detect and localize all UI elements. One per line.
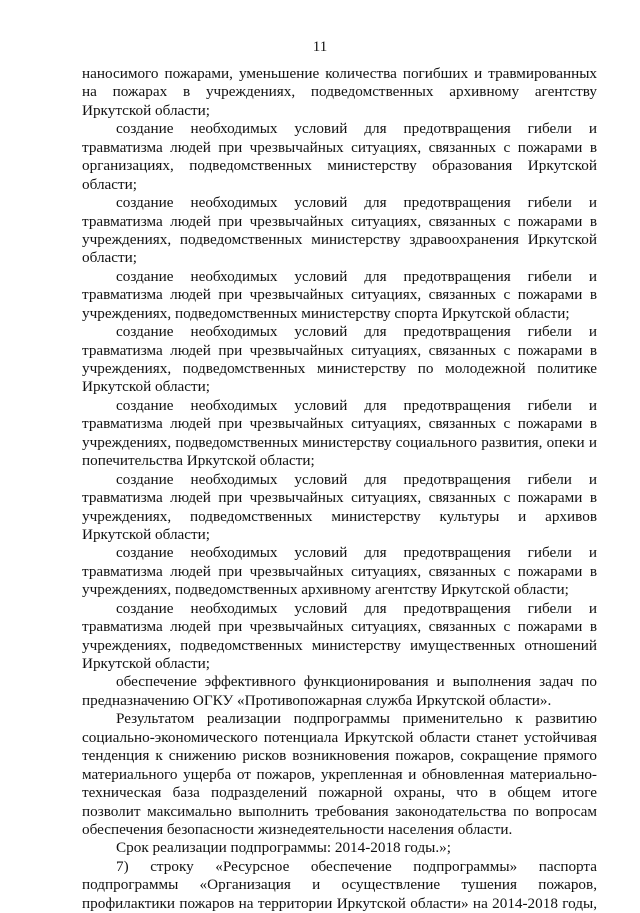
text-line: Иркутской области; xyxy=(82,378,210,396)
text-line: создание необходимых условий для предотвращения гибели и xyxy=(116,194,597,212)
page-number: 11 xyxy=(312,39,328,55)
text-line: социально-экономического потенциала Иркутской области станет устойчивая xyxy=(82,728,597,746)
text-line: предназначению ОГКУ «Противопожарная служба Иркутской области». xyxy=(82,691,552,709)
text-line: обеспечения безопасности жизнедеятельности населения области. xyxy=(82,820,513,838)
text-line: создание необходимых условий для предотвращения гибели и xyxy=(116,470,597,488)
text-line: учреждениях, подведомственных министерству по молодежной политике xyxy=(82,360,597,377)
text-line: материального ущерба от пожаров, укрепленная и обновленная материально- xyxy=(82,765,597,783)
text-line: травматизма людей при чрезвычайных ситуациях, связанных с пожарами в xyxy=(82,618,597,636)
text-line: создание необходимых условий для предотвращения гибели и xyxy=(116,396,597,414)
text-line: учреждениях, подведомственных министерству спорта Иркутской области; xyxy=(82,304,570,322)
text-line: учреждениях, подведомственных министерству здравоохранения Иркутской xyxy=(82,230,597,248)
text-line: попечительства Иркутской области; xyxy=(82,452,315,470)
text-line: учреждениях, подведомственных архивному агентству Иркутской области; xyxy=(82,581,569,599)
text-line: создание необходимых условий для предотвращения гибели и xyxy=(116,323,597,341)
text-line: области; xyxy=(82,249,137,267)
text-line: 7) строку «Ресурсное обеспечение подпрограммы» паспорта xyxy=(116,857,597,875)
text-line: травматизма людей при чрезвычайных ситуациях, связанных с пожарами в xyxy=(82,489,597,507)
text-line: Результатом реализации подпрограммы применительно к развитию xyxy=(116,710,597,728)
text-line: травматизма людей при чрезвычайных ситуациях, связанных с пожарами в xyxy=(82,212,597,230)
text-line: техническая база подразделений пожарной охраны, что в общем итоге xyxy=(82,784,597,802)
text-line: травматизма людей при чрезвычайных ситуациях, связанных с пожарами в xyxy=(82,138,597,156)
text-line: травматизма людей при чрезвычайных ситуациях, связанных с пожарами в xyxy=(82,341,597,359)
text-line: тенденция к снижению рисков возникновения пожаров, сокращение прямого xyxy=(82,747,597,765)
text-line: подпрограммы «Организация и осуществление тушения пожаров, xyxy=(82,876,597,894)
text-line: профилактики пожаров на территории Иркутской области» на 2014-2018 годы, xyxy=(82,894,597,912)
text-line: Иркутской области; xyxy=(82,525,210,543)
text-line: травматизма людей при чрезвычайных ситуациях, связанных с пожарами в xyxy=(82,415,597,433)
text-line: учреждениях, подведомственных министерству культуры и архивов xyxy=(82,507,597,525)
text-line: создание необходимых условий для предотвращения гибели и xyxy=(116,599,597,617)
text-line: организациях, подведомственных министерству образования Иркутской xyxy=(82,157,597,175)
text-line: учреждениях, подведомственных министерству социального развития, опеки и xyxy=(82,433,597,451)
text-line: обеспечение эффективного функционирования и выполнения задач по xyxy=(116,673,597,691)
text-line: травматизма людей при чрезвычайных ситуациях, связанных с пожарами в xyxy=(82,562,597,580)
text-line: позволит максимально выполнить требования законодательства по вопросам xyxy=(82,802,597,820)
text-line: создание необходимых условий для предотвращения гибели и xyxy=(116,120,597,138)
text-line: Иркутской области; xyxy=(82,655,210,672)
text-line: учреждениях, подведомственных министерству имущественных отношений xyxy=(82,636,597,654)
text-line: Срок реализации подпрограммы: 2014-2018 годы.»; xyxy=(116,839,451,857)
document-body xyxy=(82,65,597,913)
text-line: травматизма людей при чрезвычайных ситуациях, связанных с пожарами в xyxy=(82,286,597,304)
text-line: наносимого пожарами, уменьшение количества погибших и травмированных xyxy=(82,65,597,82)
text-line: создание необходимых условий для предотвращения гибели и xyxy=(116,544,597,562)
text-line: области; xyxy=(82,175,137,193)
text-line: на пожарах в учреждениях, подведомственных архивному агентству xyxy=(82,83,597,101)
text-line: создание необходимых условий для предотвращения гибели и xyxy=(116,267,597,285)
text-line: Иркутской области; xyxy=(82,101,210,119)
